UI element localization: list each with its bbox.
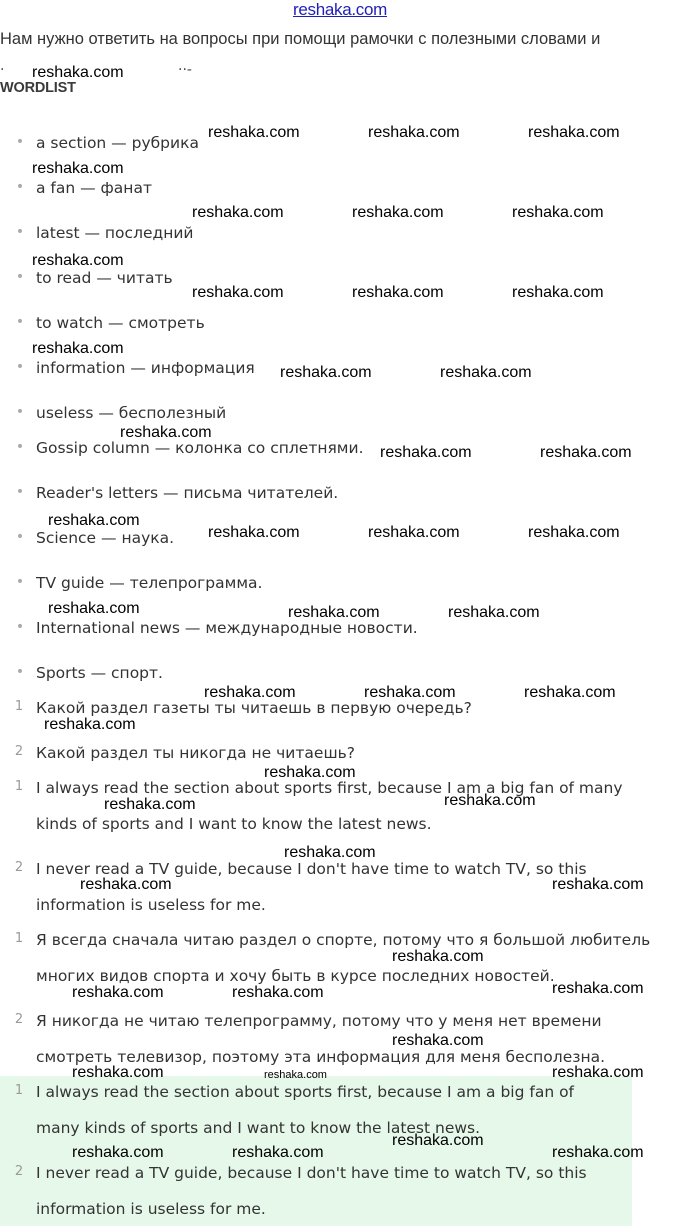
watermark: reshaka.com [120,424,212,441]
watermark: reshaka.com [72,984,164,1001]
watermark: reshaka.com [392,948,484,965]
watermark: reshaka.com [72,1144,164,1161]
watermark: reshaka.com [32,64,124,81]
bullet-icon: • [15,359,25,375]
bullet-icon: • [15,314,25,330]
watermark: reshaka.com [280,364,372,381]
bullet-icon: • [15,134,25,150]
watermark: reshaka.com [528,124,620,141]
watermark: reshaka.com [192,284,284,301]
bullet-icon: • [15,484,25,500]
watermark: reshaka.com [368,524,460,541]
watermark: reshaka.com [48,600,140,617]
watermark: reshaka.com [512,204,604,221]
watermark: reshaka.com [80,876,172,893]
watermark: reshaka.com [104,796,196,813]
watermark: reshaka.com [208,524,300,541]
watermark: reshaka.com [32,252,124,269]
bullet-icon: • [15,439,25,455]
watermark: reshaka.com [552,1064,644,1081]
watermark: reshaka.com [524,684,616,701]
watermark: reshaka.com [440,364,532,381]
watermark: reshaka.com [448,604,540,621]
watermark: reshaka.com [540,444,632,461]
watermark: reshaka.com [232,1144,324,1161]
bullet-icon: • [15,619,25,635]
watermark: reshaka.com [552,1144,644,1161]
watermark: reshaka.com [364,684,456,701]
watermark: reshaka.com [208,124,300,141]
watermark: reshaka.com [288,604,380,621]
intro-cut-fragment: ··- [178,62,192,78]
watermark: reshaka.com [380,444,472,461]
intro-text: Нам нужно ответить на вопросы при помощи рамочки с полезными словами и [0,30,601,48]
bullet-icon: • [15,179,25,195]
bullet-icon: • [15,404,25,420]
watermark: reshaka.com [528,524,620,541]
watermark: reshaka.com [32,340,124,357]
watermark: reshaka.com [352,284,444,301]
watermark: reshaka.com [284,844,376,861]
watermark: reshaka.com [352,204,444,221]
bullet-icon: • [15,529,25,545]
watermark: reshaka.com [444,792,536,809]
watermark: reshaka.com [32,160,124,177]
watermark: reshaka.com [368,124,460,141]
watermark: reshaka.com [232,984,324,1001]
wordlist-title: WORDLIST [0,80,76,96]
watermark: reshaka.com [392,1032,484,1049]
bullet-icon: • [15,269,25,285]
watermark: reshaka.com [44,716,136,733]
watermark: reshaka.com [552,980,644,997]
watermark: reshaka.com [512,284,604,301]
watermark: reshaka.com [72,1064,164,1081]
watermark: reshaka.com [264,764,356,781]
watermark: reshaka.com [552,876,644,893]
watermark: reshaka.com [192,204,284,221]
watermark: reshaka.com [264,1069,327,1081]
site-logo-link[interactable]: reshaka.com [292,0,388,19]
bullet-icon: • [15,574,25,590]
watermark: reshaka.com [204,684,296,701]
intro-cut-fragment: · [0,62,5,78]
watermark: reshaka.com [48,512,140,529]
bullet-icon: • [15,224,25,240]
bullet-icon: • [15,664,25,680]
watermark: reshaka.com [392,1132,484,1149]
